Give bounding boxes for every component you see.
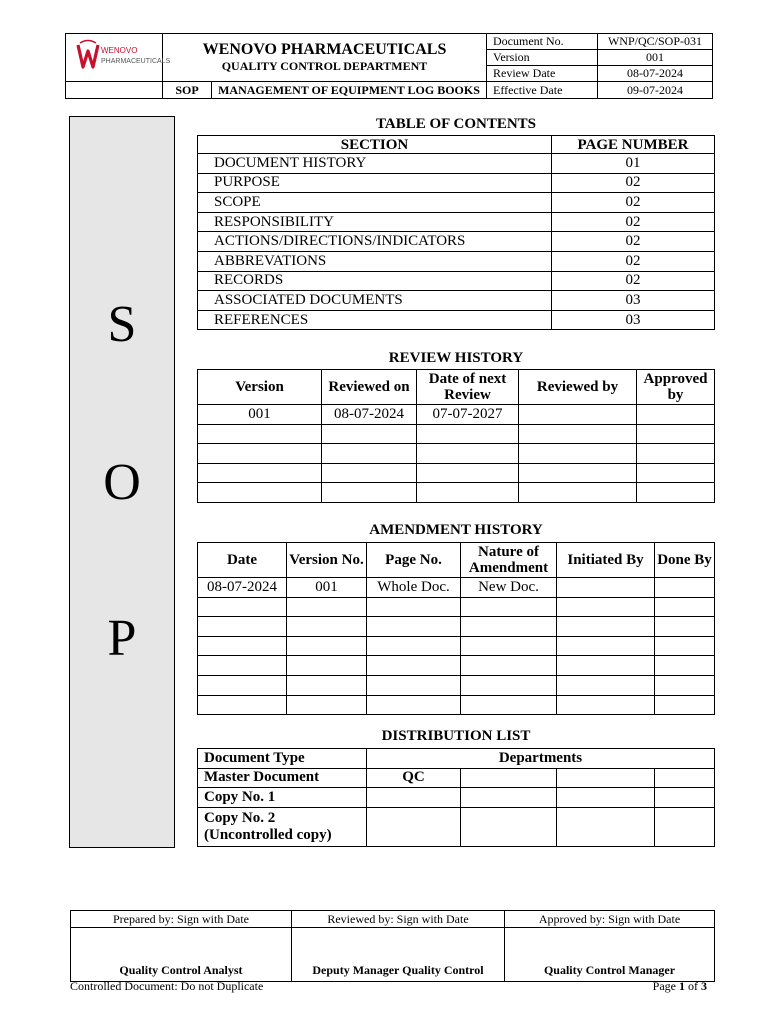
table-row	[198, 675, 715, 695]
amendment-history-title: AMENDMENT HISTORY	[369, 522, 543, 538]
table-row	[198, 636, 715, 656]
dist-master-dept: QC	[367, 768, 461, 788]
reviewed-by-role: Deputy Manager Quality Control	[292, 928, 505, 982]
toc-title: TABLE OF CONTENTS	[375, 116, 537, 132]
toc-row	[198, 154, 715, 174]
toc-row	[198, 251, 715, 271]
company-title-cell	[163, 34, 487, 82]
meta-label: Version	[487, 50, 598, 66]
dist-copy2-line2: (Uncontrolled copy)	[204, 826, 332, 843]
meta-label: Review Date	[487, 66, 598, 82]
amend-col-done-by: Done By	[655, 543, 715, 578]
side-letter-s: S	[107, 296, 137, 353]
review-cell: 08-07-2024	[322, 405, 417, 425]
page-prefix: Page	[652, 979, 679, 993]
toc-section: ASSOCIATED DOCUMENTS	[198, 291, 552, 311]
dist-copy1-label: Copy No. 1	[198, 788, 367, 808]
toc-row	[198, 212, 715, 232]
sop-label: SOP	[163, 82, 212, 99]
amend-col-date: Date	[198, 543, 287, 578]
toc-row	[198, 271, 715, 291]
toc-row	[198, 310, 715, 330]
table-row	[198, 807, 715, 846]
amend-col-initiated-by: Initiated By	[557, 543, 655, 578]
toc-section: ACTIONS/DIRECTIONS/INDICATORS	[198, 232, 552, 252]
toc-row	[198, 173, 715, 193]
table-row	[198, 597, 715, 617]
table-row	[198, 405, 715, 425]
dist-col-departments: Departments	[367, 749, 715, 769]
logo-text-bottom: PHARMACEUTICALS	[101, 57, 171, 65]
toc-section: PURPOSE	[198, 173, 552, 193]
toc-table	[197, 135, 715, 330]
toc-row	[198, 193, 715, 213]
approved-by-role: Quality Control Manager	[505, 928, 715, 982]
review-history-table	[197, 369, 715, 503]
review-history-title: REVIEW HISTORY	[388, 350, 524, 366]
footer-notice: Controlled Document: Do not Duplicate	[70, 979, 264, 993]
toc-section: SCOPE	[198, 193, 552, 213]
toc-section: DOCUMENT HISTORY	[198, 154, 552, 174]
signature-block	[70, 910, 715, 982]
meta-value: 09-07-2024	[598, 82, 713, 99]
review-cell: 001	[198, 405, 322, 425]
review-col-approved-by: Approved by	[637, 370, 715, 405]
reviewed-by-label: Reviewed by: Sign with Date	[292, 911, 505, 928]
toc-page: 03	[552, 291, 715, 311]
toc-page: 02	[552, 193, 715, 213]
table-row	[198, 695, 715, 715]
sop-title: MANAGEMENT OF EQUIPMENT LOG BOOKS	[212, 82, 487, 99]
amend-cell: 001	[287, 578, 367, 598]
amend-col-page: Page No.	[367, 543, 461, 578]
amend-col-nature: Nature of Amendment	[461, 543, 557, 578]
toc-page: 02	[552, 232, 715, 252]
page-of: of	[685, 979, 701, 993]
toc-section: ABBREVATIONS	[198, 251, 552, 271]
department-name: QUALITY CONTROL DEPARTMENT	[221, 59, 428, 73]
dist-master-label: Master Document	[198, 768, 367, 788]
toc-row	[198, 232, 715, 252]
table-row	[198, 463, 715, 483]
document-header	[65, 33, 713, 99]
dist-copy2-line1: Copy No. 2	[204, 809, 276, 826]
prepared-by-role: Quality Control Analyst	[71, 928, 292, 982]
table-row	[198, 656, 715, 676]
review-col-version: Version	[198, 370, 322, 405]
table-row	[198, 788, 715, 808]
toc-col-page: PAGE NUMBER	[552, 136, 715, 154]
meta-value: WNP/QC/SOP-031	[598, 34, 713, 50]
review-col-reviewed-on: Reviewed on	[322, 370, 417, 405]
table-row	[198, 424, 715, 444]
toc-page: 01	[552, 154, 715, 174]
amend-cell: Whole Doc.	[367, 578, 461, 598]
amend-cell: 08-07-2024	[198, 578, 287, 598]
wenovo-logo-icon	[74, 39, 171, 73]
amendment-history-table	[197, 542, 715, 715]
meta-value: 001	[598, 50, 713, 66]
review-col-reviewed-by: Reviewed by	[519, 370, 637, 405]
table-row	[198, 578, 715, 598]
approved-by-label: Approved by: Sign with Date	[505, 911, 715, 928]
toc-col-section: SECTION	[198, 136, 552, 154]
amend-col-version: Version No.	[287, 543, 367, 578]
amend-cell	[655, 578, 715, 598]
amend-cell: New Doc.	[461, 578, 557, 598]
review-cell	[637, 405, 715, 425]
side-letter-p: P	[107, 610, 137, 667]
dist-col-type: Document Type	[198, 749, 367, 769]
page-number: 1	[679, 979, 685, 993]
page-indicator	[653, 979, 707, 994]
page-total: 3	[701, 979, 707, 993]
meta-value: 08-07-2024	[598, 66, 713, 82]
side-letter-o: O	[103, 454, 141, 511]
dist-copy2-label	[198, 807, 367, 846]
review-cell: 07-07-2027	[417, 405, 519, 425]
review-col-next-review: Date of next Review	[417, 370, 519, 405]
review-cell	[519, 405, 637, 425]
distribution-list-title: DISTRIBUTION LIST	[381, 728, 531, 744]
toc-section: RECORDS	[198, 271, 552, 291]
table-row	[198, 617, 715, 637]
toc-page: 03	[552, 310, 715, 330]
toc-row	[198, 291, 715, 311]
distribution-list-table	[197, 748, 715, 847]
toc-page: 02	[552, 212, 715, 232]
toc-page: 02	[552, 271, 715, 291]
table-row	[198, 768, 715, 788]
toc-section: RESPONSIBILITY	[198, 212, 552, 232]
logo-text-top: WENOVO	[101, 45, 138, 55]
company-logo	[66, 34, 171, 82]
amend-cell	[557, 578, 655, 598]
table-row	[198, 483, 715, 503]
toc-page: 02	[552, 251, 715, 271]
prepared-by-label: Prepared by: Sign with Date	[71, 911, 292, 928]
table-row	[198, 444, 715, 464]
toc-page: 02	[552, 173, 715, 193]
meta-label: Document No.	[487, 34, 598, 50]
sop-side-panel	[69, 116, 175, 848]
company-name: WENOVO PHARMACEUTICALS	[202, 41, 447, 58]
meta-label: Effective Date	[487, 82, 598, 99]
toc-section: REFERENCES	[198, 310, 552, 330]
